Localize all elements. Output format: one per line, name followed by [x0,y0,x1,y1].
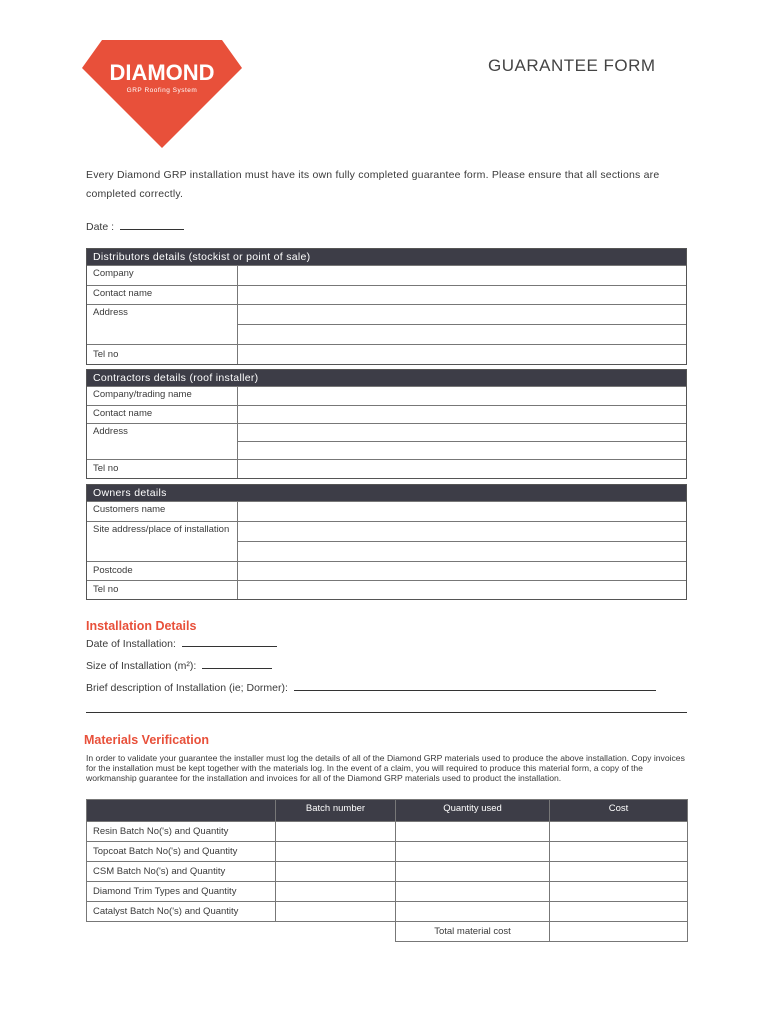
table-row [87,882,688,902]
contractor-tel-label: Tel no [87,460,238,478]
distributor-address-field[interactable] [238,305,686,344]
row-label: CSM Batch No('s) and Quantity [87,862,276,882]
date-label: Date : [86,221,115,233]
intro-text: Every Diamond GRP installation must have its own fully completed guarantee form. Please ensure that all sections are completed correctly. [86,169,660,200]
installation-date-field[interactable] [182,637,277,647]
owner-site-label: Site address/place of installation [87,522,238,561]
cost-cell[interactable] [550,902,688,922]
contractor-tel-field[interactable] [238,460,686,478]
installation-brief-field[interactable] [294,681,656,691]
date-field[interactable] [120,220,184,230]
installation-size-line [86,659,272,672]
installation-brief-label: Brief description of Installation (ie; Dormer): [86,682,288,694]
materials-header-row [87,800,688,822]
cost-cell[interactable] [550,842,688,862]
table-row [87,842,688,862]
owner-postcode-label: Postcode [87,562,238,580]
distributors-header: Distributors details (stockist or point of sale) [87,249,686,265]
row-label: Resin Batch No('s) and Quantity [87,822,276,842]
batch-cell[interactable] [276,882,396,902]
qty-cell[interactable] [396,842,550,862]
qty-cell[interactable] [396,862,550,882]
date-line [86,220,184,233]
distributor-contact-label: Contact name [87,286,238,304]
cost-cell[interactable] [550,882,688,902]
qty-cell[interactable] [396,902,550,922]
owner-tel-field[interactable] [238,581,686,599]
batch-cell[interactable] [276,822,396,842]
owner-tel-label: Tel no [87,581,238,599]
owner-postcode-field[interactable] [238,562,686,580]
batch-cell[interactable] [276,902,396,922]
row-label: Diamond Trim Types and Quantity [87,882,276,902]
distributor-tel-label: Tel no [87,345,238,364]
distributor-address-label: Address [87,305,238,344]
installation-date-line [86,637,277,650]
qty-cell[interactable] [396,822,550,842]
owners-section [86,484,687,600]
contractors-section [86,369,687,479]
owner-site-field[interactable] [238,522,686,561]
owner-name-field[interactable] [238,502,686,521]
batch-cell[interactable] [276,842,396,862]
owners-header: Owners details [87,485,686,501]
col-cost: Cost [550,800,688,822]
contractor-company-field[interactable] [238,387,686,405]
col-batch: Batch number [276,800,396,822]
table-row [87,862,688,882]
owner-name-label: Customers name [87,502,238,521]
distributors-section [86,248,687,365]
row-label: Catalyst Batch No('s) and Quantity [87,902,276,922]
row-label: Topcoat Batch No('s) and Quantity [87,842,276,862]
col-qty: Quantity used [396,800,550,822]
installation-date-label: Date of Installation: [86,638,176,650]
materials-heading: Materials Verification [84,733,210,747]
col-blank [87,800,276,822]
distributor-tel-field[interactable] [238,345,686,364]
qty-cell[interactable] [396,882,550,902]
materials-text: In order to validate your guarantee the installer must log the details of all of the Diamond GRP materials used to produce the above installation. Copy invoices for the installation must be kept together with the materials log. In the event of a claim, you will required to produce this material form, a copy of the workmanship guarantee for the installation and invoices for all of the Diamond GRP materials used to product the installation. [86,753,685,783]
cost-cell[interactable] [550,822,688,842]
table-row [87,822,688,842]
total-label: Total material cost [396,922,550,942]
contractor-company-label: Company/trading name [87,387,238,405]
total-row [87,922,688,942]
table-row [87,902,688,922]
contractor-address-field[interactable] [238,424,686,459]
contractor-contact-label: Contact name [87,406,238,423]
distributor-contact-field[interactable] [238,286,686,304]
form-title: GUARANTEE FORM [488,56,656,75]
contractor-contact-field[interactable] [238,406,686,423]
distributor-company-field[interactable] [238,266,686,285]
installation-size-label: Size of Installation (m²): [86,660,197,672]
cost-cell[interactable] [550,862,688,882]
contractor-address-label: Address [87,424,238,459]
installation-heading: Installation Details [86,619,197,633]
distributor-company-label: Company [87,266,238,285]
installation-brief-extra-line[interactable] [86,712,687,713]
contractors-header: Contractors details (roof installer) [87,370,686,386]
total-cost-cell[interactable] [550,922,688,942]
diamond-logo [82,38,242,148]
batch-cell[interactable] [276,862,396,882]
materials-table [86,799,688,942]
logo-tagline: GRP Roofing System [126,87,198,94]
installation-size-field[interactable] [202,659,272,669]
installation-brief-line [86,681,656,694]
diamond-shape [82,40,242,148]
logo-name: DIAMOND [109,60,215,85]
